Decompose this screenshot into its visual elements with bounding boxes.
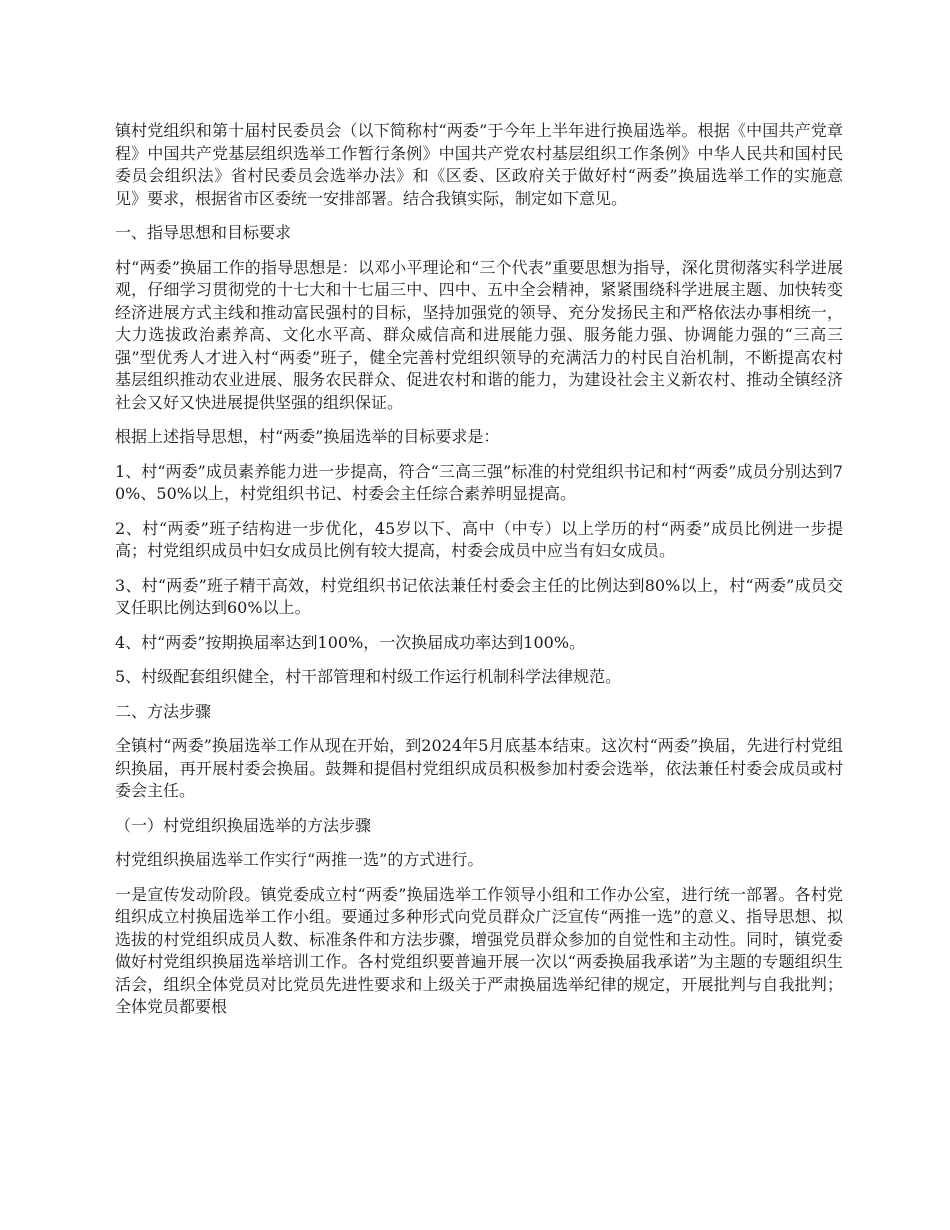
goal-item-5: 5、村级配套组织健全，村干部管理和村级工作运行机制科学法律规范。 — [115, 667, 622, 686]
goal-item-1: 1、村“两委”成员素养能力进一步提高，符合“三高三强”标准的村党组织书记和村“两委”成员分别达到70%、50%以上，村党组织书记、村委会主任综合素养明显提高。 — [115, 461, 843, 503]
method-paragraph: 村党组织换届选举工作实行“两推一选”的方式进行。 — [115, 850, 484, 869]
goal-item-3: 3、村“两委”班子精干高效，村党组织书记依法兼任村委会主任的比例达到80%以上，村“两委”成员交叉任职比例达到60%以上。 — [115, 575, 843, 617]
goal-item-4: 4、村“两委”按期换届率达到100%，一次换届成功率达到100%。 — [115, 632, 586, 652]
stage-1-paragraph: 一是宣传发动阶段。镇党委成立村“两委”换届选举工作领导小组和工作办公室，进行统一部署。各村党组织成立村换届选举工作小组。要通过多种形式向党员群众广泛宣传“两推一选”的意义、指导思想、拟选拔的村党组织成员人数、标准条件和方法步骤，增强党员群众参加的自觉性和主动性。同时，镇党委做好村党组织换届选举培训工作。各村党组织要普遍开展一次以“两委换届我承诺”为主题的专题组织生活会，组织全体党员对比党员先进性要求和上级关于严肃换届选举纪律的规定，开展批判与自我批判；全体党员都要根 — [115, 884, 843, 1016]
subsection-heading-party-election: （一）村党组织换届选举的方法步骤 — [115, 815, 372, 835]
section-heading-method-steps: 二、方法步骤 — [115, 701, 212, 721]
schedule-paragraph: 全镇村“两委”换届选举工作从现在开始，到2024年5月底基本结束。这次村“两委”换届，先进行村党组织换届，再开展村委会换届。鼓舞和提倡村党组织成员积极参加村委会选举，依法兼任村委会成员或村委会主任。 — [115, 736, 843, 800]
intro-paragraph: 镇村党组织和第十届村民委员会（以下简称村“两委”于今年上半年进行换届选举。根据《中国共产党章程》中国共产党基层组织选举工作暂行条例》中国共产党农村基层组织工作条例》中华人民共和国村民委员会组织法》省村民委员会选举办法》和《区委、区政府关于做好村“两委”换届选举工作的实施意见》要求，根据省市区委统一安排部署。结合我镇实际，制定如下意见。 — [115, 121, 843, 208]
section-heading-guiding-thought: 一、指导思想和目标要求 — [115, 223, 292, 242]
document-body — [115, 120, 843, 1031]
goal-intro-paragraph: 根据上述指导思想，村“两委”换届选举的目标要求是： — [115, 427, 500, 446]
goal-item-2: 2、村“两委”班子结构进一步优化，45岁以下、高中（中专）以上学历的村“两委”成员比例进一步提高；村党组织成员中妇女成员比例有较大提高，村委会成员中应当有妇女成员。 — [115, 518, 843, 560]
guiding-thought-paragraph: 村“两委”换届工作的指导思想是：以邓小平理论和“三个代表”重要思想为指导，深化贯彻落实科学进展观，仔细学习贯彻党的十七大和十七届三中、四中、五中全会精神，紧紧围绕科学进展主题、加快转变经济进展方式主线和推动富民强村的目标，坚持加强党的领导、充分发扬民主和严格依法办事相统一，大力选拔政治素养高、文化水平高、群众威信高和进展能力强、服务能力强、协调能力强的“三高三强”型优秀人才进入村“两委”班子，健全完善村党组织领导的充满活力的村民自治机制，不断提高农村基层组织推动农业进展、服务农民群众、促进农村和谐的能力，为建设社会主义新农村、推动全镇经济社会又好又快进展提供坚强的组织保证。 — [115, 257, 843, 412]
